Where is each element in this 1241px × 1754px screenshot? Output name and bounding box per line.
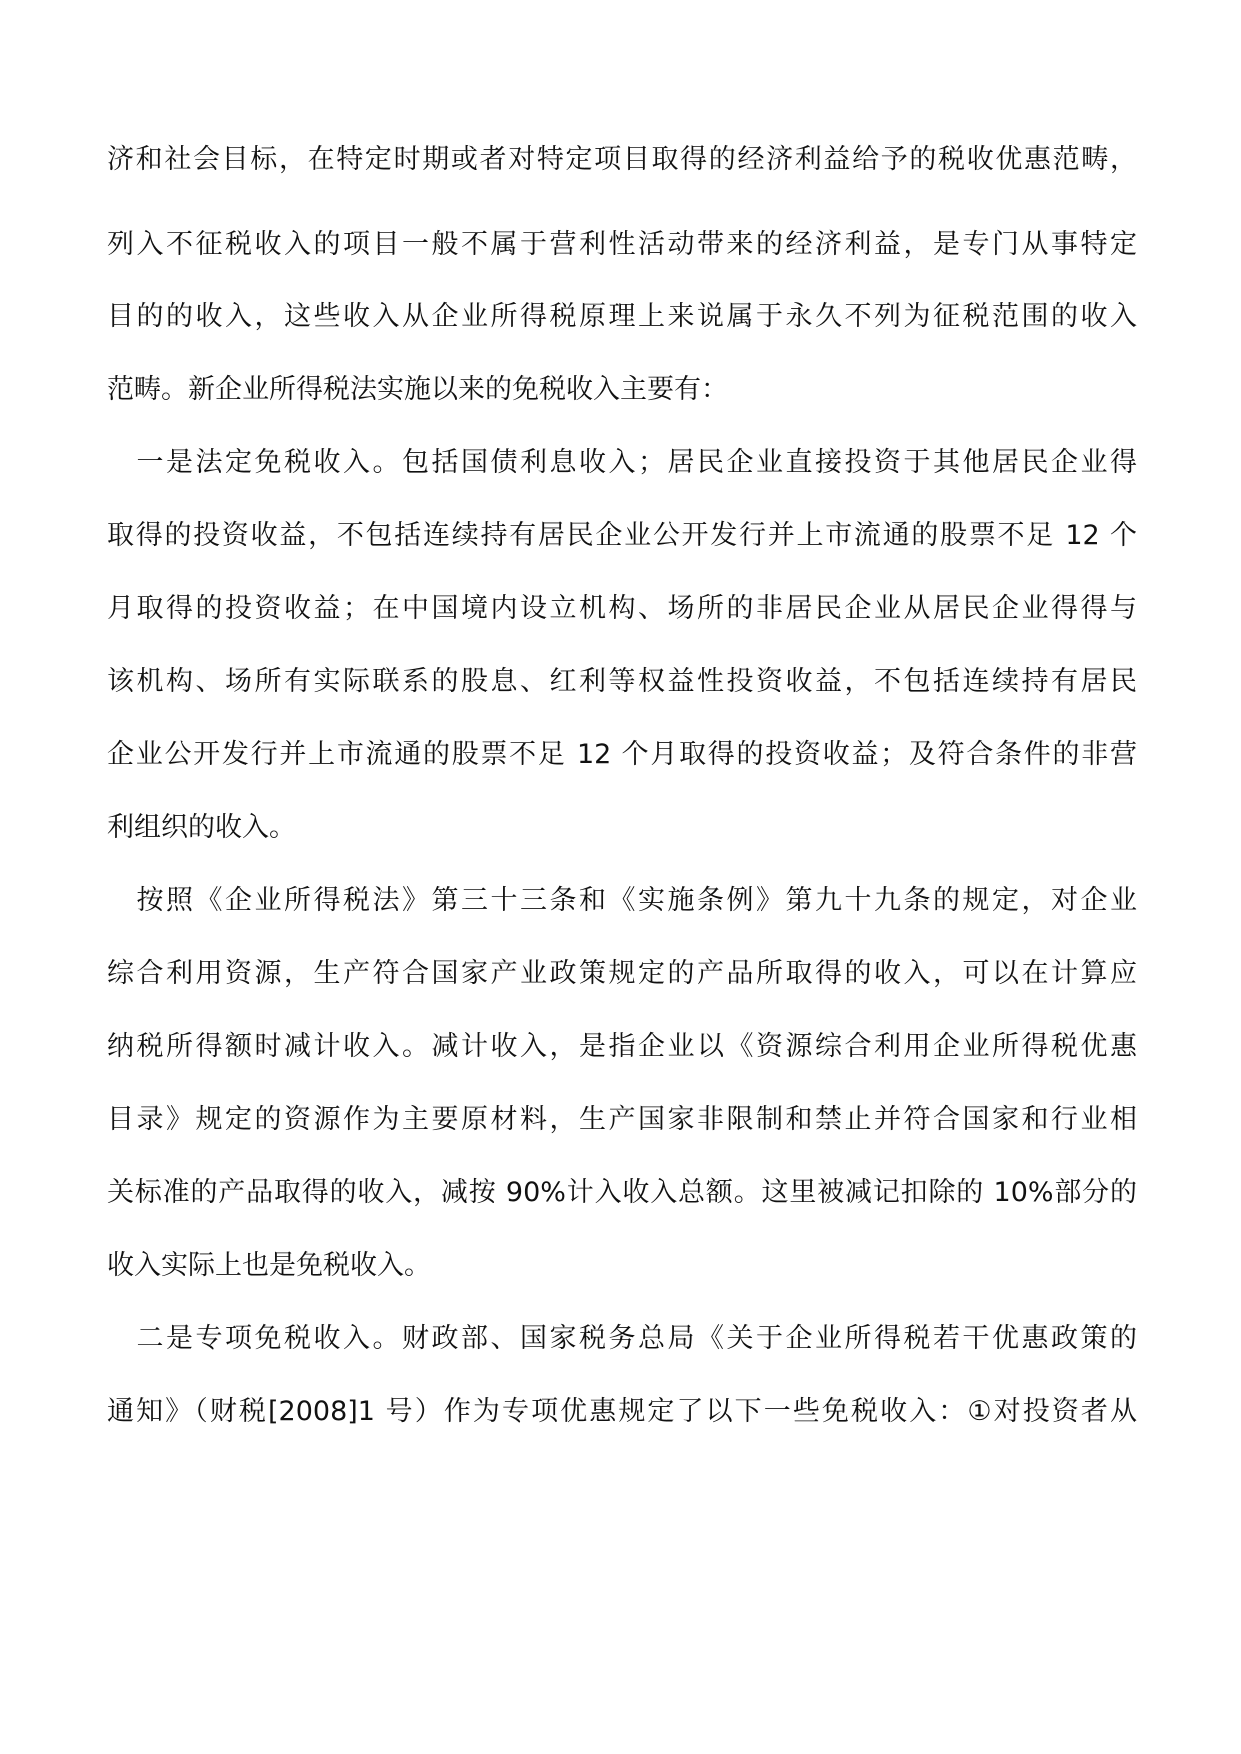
text-line: 范畴。新企业所得税法实施以来的免税收入主要有：: [107, 374, 728, 405]
text-line: 纳税所得额时减计收入。减计收入，是指企业以《资源综合利用企业所得税优惠: [107, 1031, 1137, 1062]
text-line: 利组织的收入。: [107, 812, 296, 843]
text-line: 取得的投资收益，不包括连续持有居民企业公开发行并上市流通的股票不足 12 个: [107, 520, 1137, 551]
text-line: 关标准的产品取得的收入，减按 90%计入收入总额。这里被减记扣除的 10%部分的: [107, 1177, 1137, 1208]
text-line: 一是法定免税收入。包括国债利息收入；居民企业直接投资于其他居民企业得: [107, 447, 1137, 478]
text-line: 收入实际上也是免税收入。: [107, 1250, 431, 1281]
text-line: 目的的收入，这些收入从企业所得税原理上来说属于永久不列为征税范围的收入: [107, 301, 1137, 332]
text-line: 列入不征税收入的项目一般不属于营利性活动带来的经济利益，是专门从事特定: [107, 229, 1137, 260]
text-line: 企业公开发行并上市流通的股票不足 12 个月取得的投资收益；及符合条件的非营: [107, 739, 1137, 770]
text-line: 济和社会目标，在特定时期或者对特定项目取得的经济利益给予的税收优惠范畴，: [107, 144, 1137, 175]
text-line: 通知》（财税[2008]1 号）作为专项优惠规定了以下一些免税收入：①对投资者从: [107, 1396, 1137, 1427]
text-line: 综合利用资源，生产符合国家产业政策规定的产品所取得的收入，可以在计算应: [107, 958, 1137, 989]
text-line: 目录》规定的资源作为主要原材料，生产国家非限制和禁止并符合国家和行业相: [107, 1104, 1137, 1135]
text-line: 二是专项免税收入。财政部、国家税务总局《关于企业所得税若干优惠政策的: [107, 1323, 1137, 1354]
text-line: 月取得的投资收益；在中国境内设立机构、场所的非居民企业从居民企业得得与: [107, 593, 1137, 624]
text-line: 按照《企业所得税法》第三十三条和《实施条例》第九十九条的规定，对企业: [107, 885, 1137, 916]
text-line: 该机构、场所有实际联系的股息、红利等权益性投资收益，不包括连续持有居民: [107, 666, 1137, 697]
